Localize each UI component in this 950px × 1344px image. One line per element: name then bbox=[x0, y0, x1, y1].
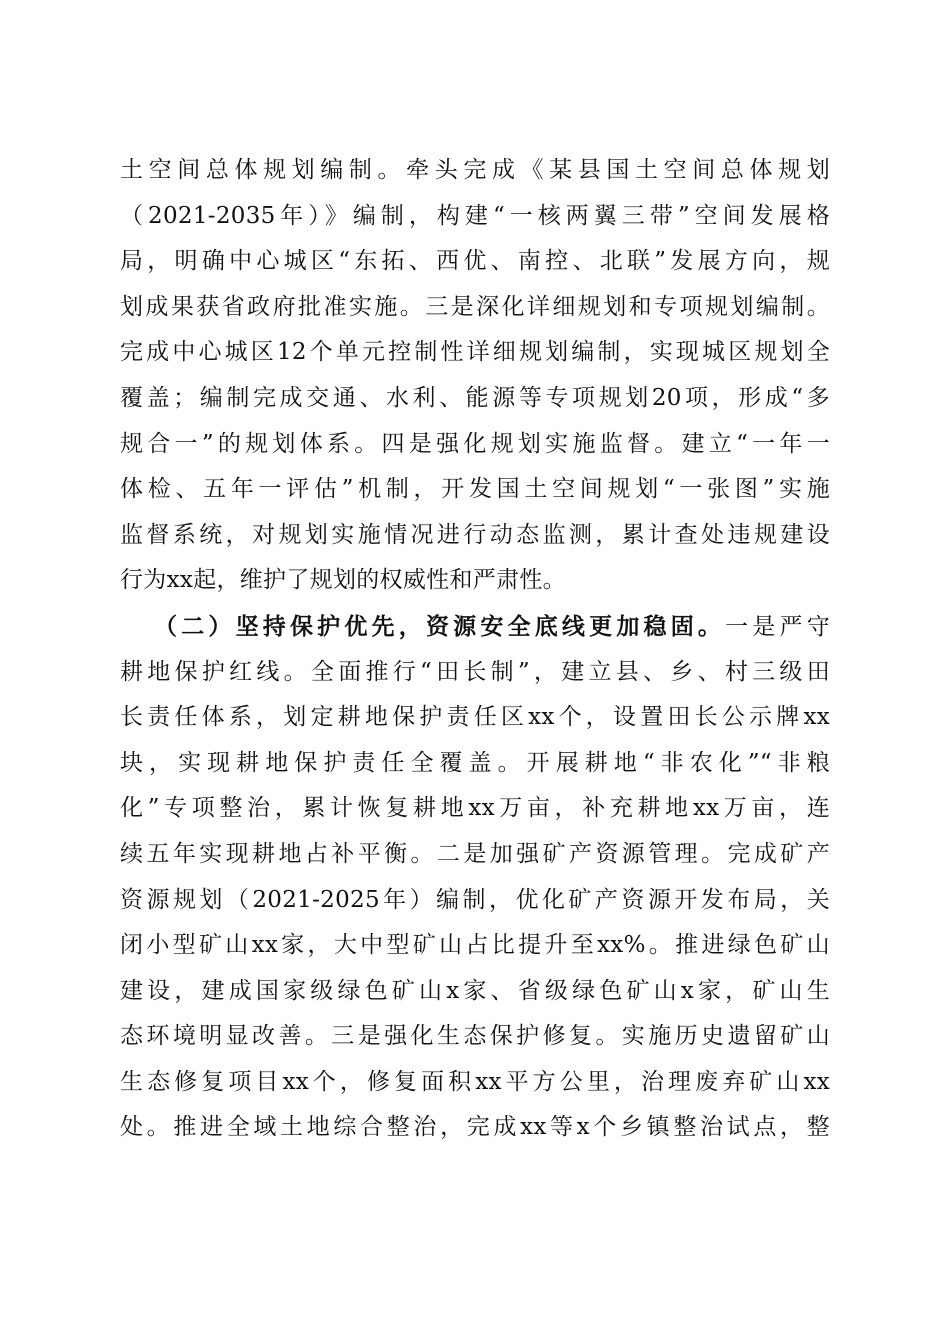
text-line: 长责任体系，划定耕地保护责任区xx个，设置田长公示牌xx bbox=[120, 704, 830, 731]
text-line: 资源规划（2021-2025年）编制，优化矿产资源开发布局，关 bbox=[120, 886, 830, 913]
text-line: 划成果获省政府批准实施。三是深化详细规划和专项规划编制。 bbox=[120, 293, 830, 320]
body-text bbox=[120, 148, 830, 1151]
text-line: 续五年实现耕地占补平衡。二是加强矿产资源管理。完成矿产 bbox=[120, 840, 830, 867]
text-line: 态环境明显改善。三是强化生态保护修复。实施历史遗留矿山 bbox=[120, 1023, 830, 1050]
text-line: 行为xx起，维护了规划的权威性和严肃性。 bbox=[120, 567, 566, 594]
text-line: 建设，建成国家级绿色矿山x家、省级绿色矿山x家，矿山生 bbox=[120, 977, 830, 1004]
section-2-first-line bbox=[120, 604, 830, 650]
text-line: （2021-2035年）》编制，构建“一核两翼三带”空间发展格 bbox=[120, 202, 830, 229]
text-line: 监督系统，对规划实施情况进行动态监测，累计查处违规建设 bbox=[120, 521, 830, 548]
text-line: 化”专项整治，累计恢复耕地xx万亩，补充耕地xx万亩，连 bbox=[120, 795, 830, 822]
text-line: 生态修复项目xx个，修复面积xx平方公里，治理废弃矿山xx bbox=[120, 1068, 830, 1095]
section-2-heading: （二）坚持保护优先，资源安全底线更加稳固。 bbox=[154, 612, 726, 640]
text-line: 体检、五年一评估”机制，开发国土空间规划“一张图”实施 bbox=[120, 476, 830, 503]
text-line: 块，实现耕地保护责任全覆盖。开展耕地“非农化”“非粮 bbox=[120, 749, 830, 776]
text-line: 闭小型矿山xx家，大中型矿山占比提升至xx%。推进绿色矿山 bbox=[120, 932, 830, 959]
text-line: 规合一”的规划体系。四是强化规划实施监督。建立“一年一 bbox=[120, 430, 830, 457]
text-line: 完成中心城区12个单元控制性详细规划编制，实现城区规划全 bbox=[120, 339, 830, 366]
text-line: 处。推进全域土地综合整治，完成xx等x个乡镇整治试点，整 bbox=[120, 1114, 830, 1141]
text-line: 覆盖；编制完成交通、水利、能源等专项规划20项，形成“多 bbox=[120, 384, 830, 411]
text-line: 耕地保护红线。全面推行“田长制”，建立县、乡、村三级田 bbox=[120, 658, 830, 685]
text-line: 土空间总体规划编制。牵头完成《某县国土空间总体规划 bbox=[120, 157, 830, 183]
text-line: 局，明确中心城区“东拓、西优、南控、北联”发展方向，规 bbox=[120, 248, 830, 275]
section-2-first-line-rest: 一是严守 bbox=[725, 613, 830, 640]
